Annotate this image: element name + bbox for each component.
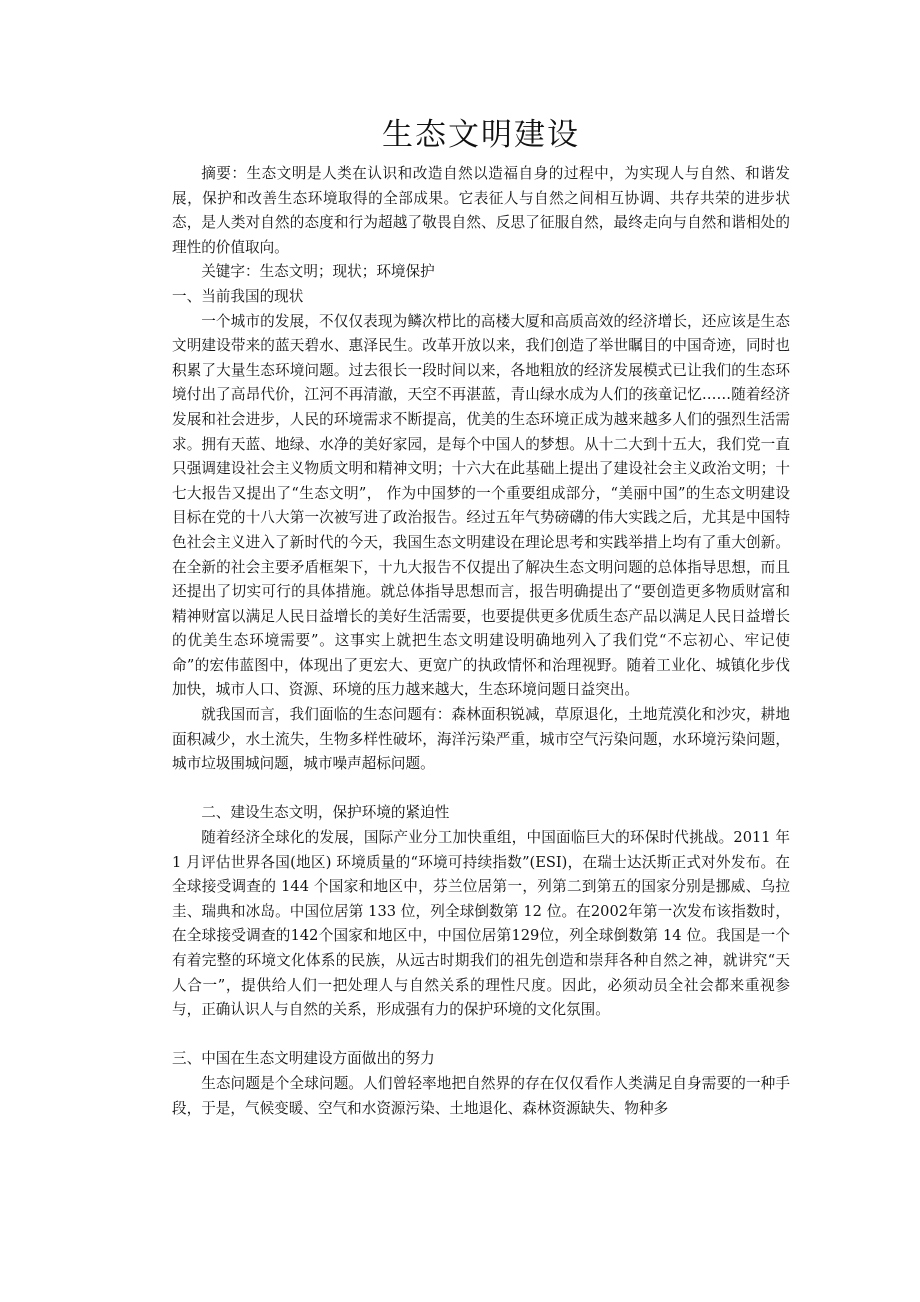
abstract-paragraph: 摘要：生态文明是人类在认识和改造自然以造福自身的过程中，为实现人与自然、和谐发展，保护和改善生态环境取得的全部成果。它表征人与自然之间相互协调、共存共荣的进步状态，是人类对自然的态度和行为超越了敬畏自然、反思了征服自然，最终走向与自然和谐相处的理性的价值取向。 xyxy=(172,165,790,256)
document-page xyxy=(172,112,790,1121)
section-3-paragraph-1: 生态问题是个全球问题。人们曾轻率地把自然界的存在仅仅看作人类满足自身需要的一种手段，于是，气候变暖、空气和水资源污染、土地退化、森林资源缺失、物种多 xyxy=(172,1074,790,1117)
paragraph-spacer xyxy=(172,777,790,802)
document-title: 生态文明建设 xyxy=(382,117,580,153)
paragraph-spacer xyxy=(172,1023,790,1048)
section-1-heading: 一、当前我国的现状 xyxy=(172,287,304,305)
section-2-paragraph-1: 随着经济全球化的发展，国际产业分工加快重组，中国面临巨大的环保时代挑战。2011 年 1 月评估世界各国(地区) 环境质量的“环境可持续指数”(ESI)，在瑞士达沃斯正式对外发布。在全球接受调查的 144 个国家和地区中，芬兰位居第一，列第二到第五的国家分别是挪威、乌拉圭、瑞典和冰岛。中国位居第 133 位，列全球倒数第 12 位。在2002年第一次发布该指数时，在全球接受调查的142个国家和地区中，中国位居第129位，列全球倒数第 14 位。我国是一个有着完整的环境文化体系的民族，从远古时期我们的祖先创造和崇拜各种自然之神，就讲究“天人合一”，提供给人们一把处理人与自然关系的理性尺度。因此，必须动员全社会都来重视参与，正确认识人与自然的关系，形成强有力的保护环境的文化氛围。 xyxy=(172,829,790,1019)
keywords-line: 关键字：生态文明；现状；环境保护 xyxy=(201,263,435,281)
section-1-paragraph-1: 一个城市的发展，不仅仅表现为鳞次栉比的高楼大厦和高质高效的经济增长，还应该是生态文明建设带来的蓝天碧水、惠泽民生。改革开放以来，我们创造了举世瞩目的中国奇迹，同时也积累了大量生态环境问题。过去很长一段时间以来，各地粗放的经济发展模式已让我们的生态环境付出了高昂代价，江河不再清澈，天空不再湛蓝，青山绿水成为人们的孩童记忆……随着经济发展和社会进步，人民的环境需求不断提高，优美的生态环境正成为越来越多人们的强烈生活需求。拥有天蓝、地绿、水净的美好家园，是每个中国人的梦想。从十二大到十五大，我们党一直只强调建设社会主义物质文明和精神文明；十六大在此基础上提出了建设社会主义政治文明；十七大报告又提出了“生态文明”， 作为中国梦的一个重要组成部分，“美丽中国”的生态文明建设目标在党的十八大第一次被写进了政治报告。经过五年气势磅礴的伟大实践之后，尤其是中国特色社会主义进入了新时代的今天，我国生态文明建设在理论思考和实践举措上均有了重大创新。在全新的社会主要矛盾框架下，十九大报告不仅提出了解决生态文明问题的总体指导思想，而且还提出了切实可行的具体措施。就总体指导思想而言，报告明确提出了“要创造更多物质财富和精神财富以满足人民日益增长的美好生活需要，也要提供更多优质生态产品以满足人民日益增长的优美生态环境需要”。这事实上就把生态文明建设明确地列入了我们党“不忘初心、牢记使命”的宏伟蓝图中，体现出了更宏大、更宽广的执政情怀和治理视野。随着工业化、城镇化步伐加快，城市人口、资源、环境的压力越来越大，生态环境问题日益突出。 xyxy=(172,312,790,699)
section-1-paragraph-2: 就我国而言，我们面临的生态问题有：森林面积锐减，草原退化，土地荒漠化和沙灾，耕地面积减少，水土流失，生物多样性破坏，海洋污染严重，城市空气污染问题，水环境污染问题，城市垃圾围城问题，城市噪声超标问题。 xyxy=(172,706,790,773)
section-2-heading: 二、建设生态文明，保护环境的紧迫性 xyxy=(201,804,450,822)
section-3-heading: 三、中国在生态文明建设方面做出的努力 xyxy=(172,1050,435,1068)
